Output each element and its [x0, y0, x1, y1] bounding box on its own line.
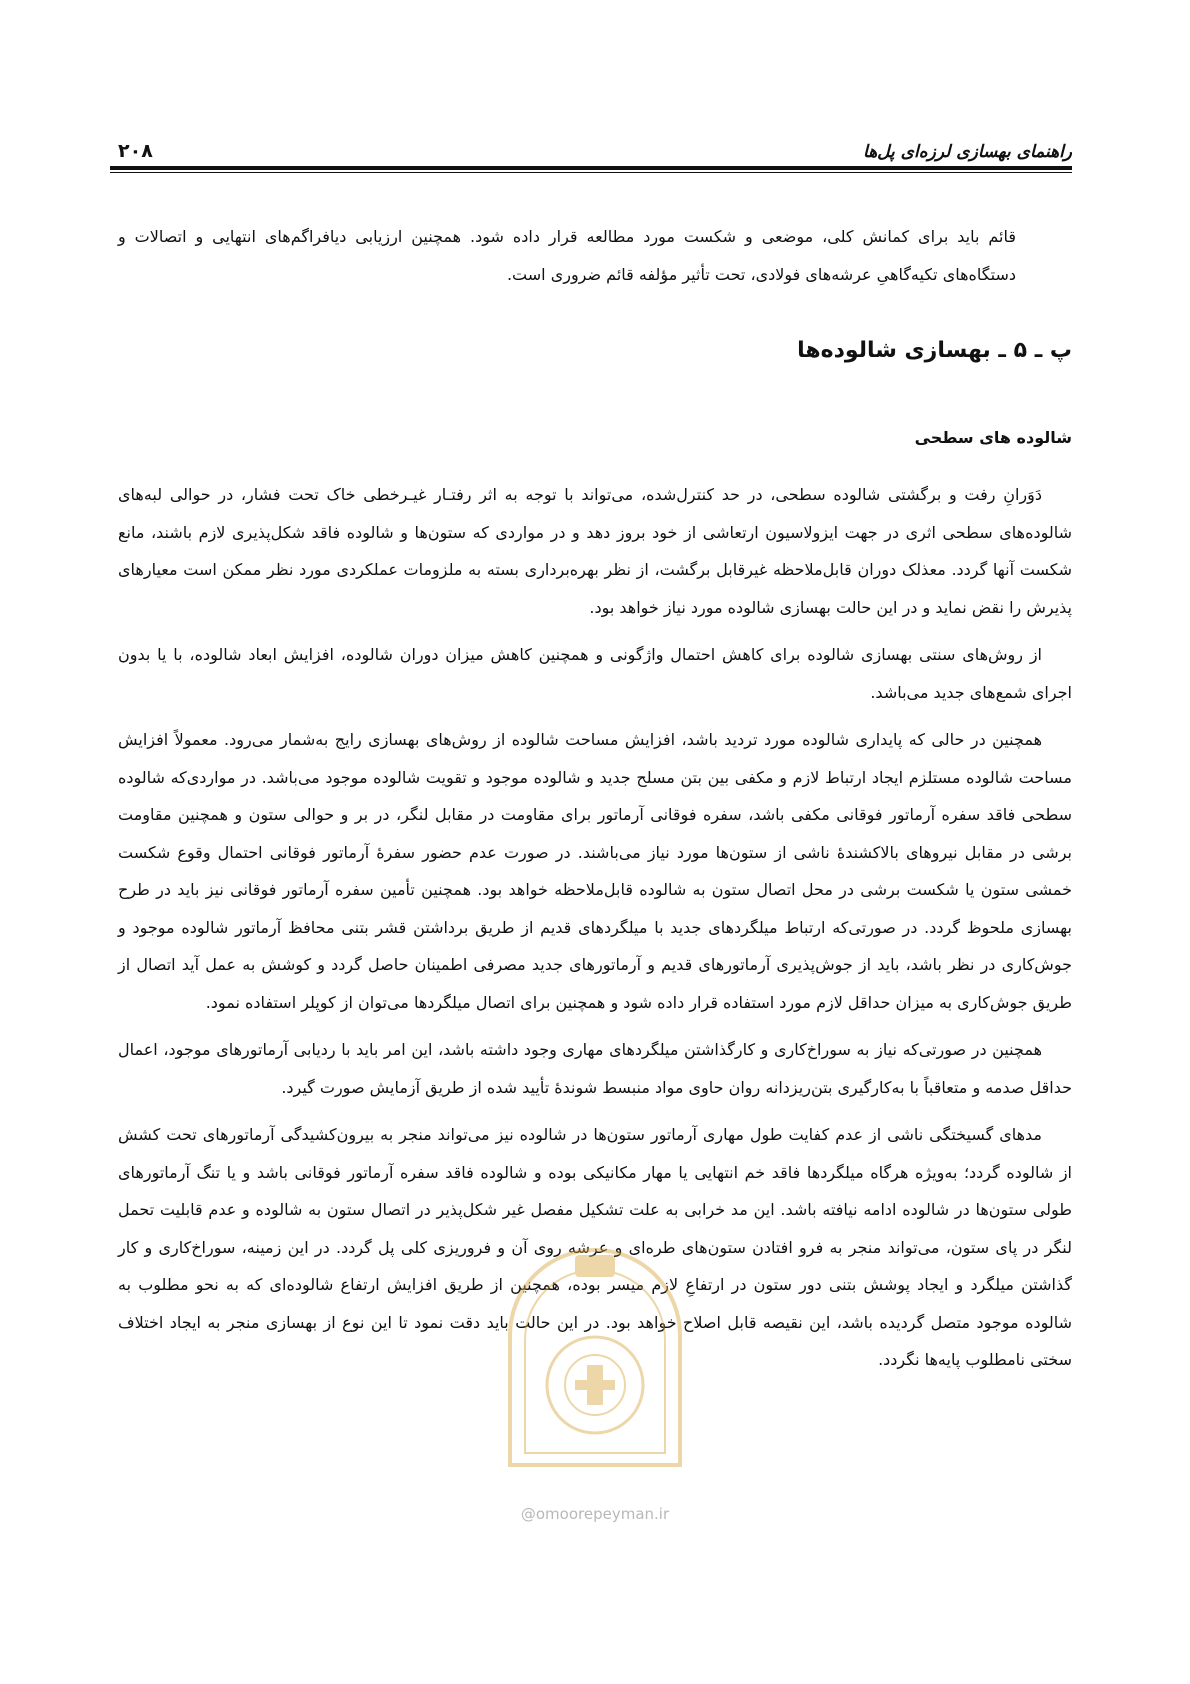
paragraph: همچنین در صورتی‌که نیاز به سوراخ‌کاری و کارگذاشتن میلگردهای مهاری وجود داشته باشد، این امر باید با ردیابی آرماتورهای موجود، اعمال حداقل صدمه و متعاقباً با به‌کارگیری بتن‌ریزدانه روان حاوی مواد منبسط شوندهٔ تأیید شده از طریق آزمایش صورت گیرد. [118, 1040, 1072, 1097]
paragraph: از روش‌های سنتی بهسازی شالوده برای کاهش احتمال واژگونی و همچنین کاهش میزان دوران شالوده، افزایش ابعاد شالوده، با یا بدون اجرای شمع‌های جدید می‌باشد. [118, 645, 1072, 702]
subsection-title: شالوده های سطحی [914, 428, 1072, 447]
section-title: پ ـ ۵ ـ بهسازی شالوده‌ها [797, 338, 1072, 363]
intro-text [118, 218, 1016, 303]
paragraph: دَوَرانِ رفت و برگشتی شالوده سطحی، در حد کنترل‌شده، می‌تواند با توجه به اثر رفتـار غیـرخطی خاک تحت فشار، در حوالی لبه‌های شالوده‌های سطحی اثری در جهت ایزولاسیون ارتعاشی از خود بروز دهد و در مواردی که ستون‌ها و شالوده فاقد شکل‌پذیری لازم باشند، مانع شکست آنها گردد. معذلک دوران قابل‌ملاحظه غیرقابل برگشت، از نظر بهره‌برداری بسته به ملزومات عملکردی مورد نظر ممکن است معیارهای پذیرش را نقض نماید و در این حالت بهسازی شالوده مورد نیاز خواهد بود. [118, 485, 1072, 617]
header-rule-thick [110, 166, 1072, 170]
book-title: راهنمای بهسازی لرزه‌ای پل‌ها [863, 142, 1072, 162]
header-rule-thin [110, 172, 1072, 173]
page-header [118, 132, 1072, 162]
paragraph: همچنین در حالی که پایداری شالوده مورد تردید باشد، افزایش مساحت شالوده از روش‌های بهسازی رایج به‌شمار می‌رود. معمولاً افزایش مساحت شالوده مستلزم ایجاد ارتباط لازم و مکفی بین بتن مسلح جدید و شالوده موجود و تقویت شالوده موجود می‌باشد. در مواردی‌که شالوده سطحی فاقد سفره آرماتور فوقانی مکفی باشد، سفره فوقانی آرماتور برای مقاومت در مقابل لنگر، در بر و حوالی ستون و همچنین مقاومت برشی در مقابل نیروهای بالاکشندهٔ ناشی از ستون‌ها مورد نیاز می‌باشند. در صورت عدم حضور سفرهٔ آرماتور فوقانی احتمال وقوع شکست خمشی ستون یا شکست برشی در محل اتصال ستون به شالوده قابل‌ملاحظه خواهد بود. همچنین تأمین سفره آرماتور فوقانی نیز باید در طرح بهسازی ملحوظ گردد. در صورتی‌که ارتباط میلگردهای جدید با میلگردهای قدیم از طریق برداشتن قشر بتنی محافظ آرماتور شالوده موجود و جوش‌کاری در نظر باشد، باید از جوش‌پذیری آرماتورهای قدیم و آرماتورهای جدید مصرفی اطمینان حاصل گردد و کوشش به عمل آید اتصال از طریق جوش‌کاری به میزان حداقل لازم مورد استفاده قرار داده شود و همچنین برای اتصال میلگردها می‌توان از کوپلر استفاده نمود. [118, 730, 1072, 1012]
main-text [118, 476, 1072, 1389]
paragraph: مدهای گسیختگی ناشی از عدم کفایت طول مهاری آرماتور ستون‌ها در شالوده نیز می‌تواند منجر به بیرون‌کشیدگی آرماتورهای تحت کشش از شالوده گردد؛ به‌ویژه هرگاه میلگردها فاقد خم انتهایی یا مهار مکانیکی بوده و شالوده فاقد سفره آرماتور فوقانی باشد و یا تنگ آرماتورهای طولی ستون‌ها در شالوده ادامه نیافته باشد. این مد خرابی به علت تشکیل مفصل غیر شکل‌پذیر در اتصال ستون به شالوده و عدم قابلیت تحمل لنگر در پای ستون، می‌تواند منجر به فرو افتادن ستون‌های طره‌ای و عرشه روی آن و فروریزی کلی پل گردد. در این زمینه، سوراخ‌کاری و کار گذاشتن میلگرد و ایجاد پوشش بتنی دور ستون در ارتفاعِ لازم میسر بوده، همچنین از طریق افزایش ارتفاع شالوده‌ای که به نحو مطلوب به شالوده موجود متصل گردیده باشد، این نقیصه قابل اصلاح خواهد بود. در این حالت باید دقت نمود تا این نوع از بهسازی منجر به ایجاد اختلاف سختی نامطلوب پایه‌ها نگردد. [118, 1125, 1072, 1369]
watermark-caption: @omoorepeyman.ir [520, 1505, 670, 1523]
intro-paragraph: قائم باید برای کمانش کلی، موضعی و شکست مورد مطالعه قرار داده شود. همچنین ارزیابی دیافراگم‌های انتهایی و اتصالات و دستگاه‌های تکیه‌گاهیِ عرشه‌های فولادی، تحت تأثیر مؤلفه قائم ضروری است. [118, 227, 1016, 284]
page-number: ۲۰۸ [118, 140, 153, 162]
